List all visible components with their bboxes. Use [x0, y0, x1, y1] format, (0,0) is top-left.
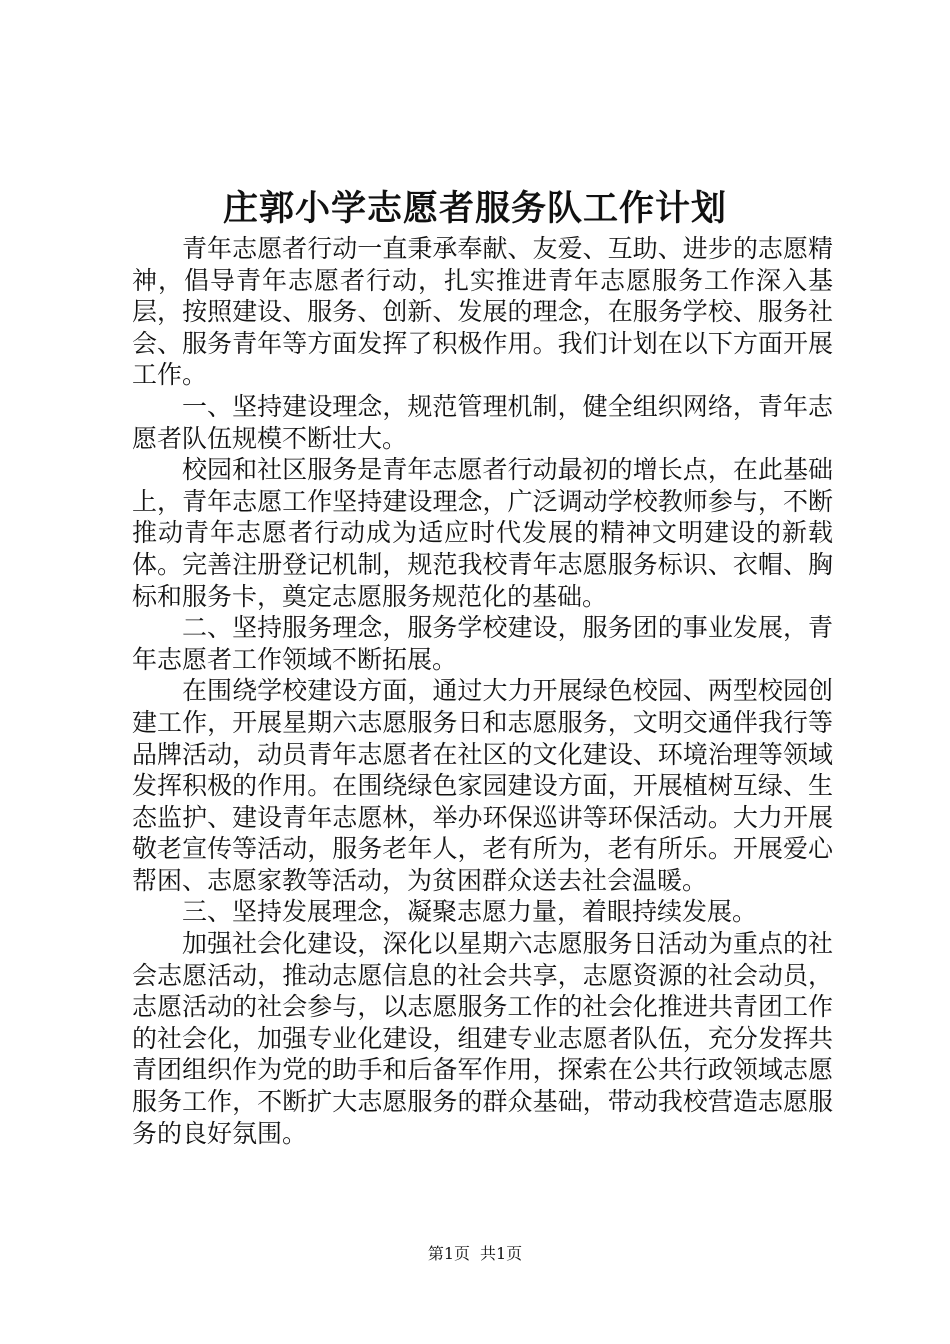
paragraph-heading-3: 三、坚持发展理念，凝聚志愿力量，着眼持续发展。 [182, 897, 758, 927]
paragraph-heading-1: 一、坚持建设理念，规范管理机制，健全组织网络，青年志愿者队伍规模不断壮大。 [132, 391, 833, 453]
page-footer [0, 1243, 950, 1265]
paragraph-section-3: 加强社会化建设，深化以星期六志愿服务日活动为重点的社会志愿活动，推动志愿信息的社会共享，志愿资源的社会动员，志愿活动的社会参与，以志愿服务工作的社会化推进共青团工作的社会化，加强专业化建设，组建专业志愿者队伍，充分发挥共青团组织作为党的助手和后备军作用，探索在公共行政领域志愿服务工作，不断扩大志愿服务的群众基础，带动我校营造志愿服务的良好氛围。 [132, 929, 833, 1148]
document-body [132, 233, 833, 1149]
page-title: 庄郭小学志愿者服务队工作计划 [222, 189, 727, 229]
page-number-current: 第1页 [427, 1244, 470, 1263]
paragraph-heading-2: 二、坚持服务理念，服务学校建设，服务团的事业发展，青年志愿者工作领域不断拓展。 [132, 613, 833, 674]
page-number-total: 共1页 [480, 1244, 523, 1263]
paragraph-intro: 青年志愿者行动一直秉承奉献、友爱、互助、进步的志愿精神，倡导青年志愿者行动，扎实推进青年志愿服务工作深入基层，按照建设、服务、创新、发展的理念，在服务学校、服务社会、服务青年等方面发挥了积极作用。我们计划在以下方面开展工作。 [132, 234, 833, 390]
paragraph-section-2: 在围绕学校建设方面，通过大力开展绿色校园、两型校园创建工作，开展星期六志愿服务日和志愿服务，文明交通伴我行等品牌活动，动员青年志愿者在社区的文化建设、环境治理等领域发挥积极的作用。在围绕绿色家园建设方面，开展植树互绿、生态监护、建设青年志愿林，举办环保巡讲等环保活动。大力开展敬老宣传等活动，服务老年人，老有所为，老有所乐。开展爱心帮困、志愿家教等活动，为贫困群众送去社会温暖。 [132, 676, 833, 895]
paragraph-section-1: 校园和社区服务是青年志愿者行动最初的增长点，在此基础上，青年志愿工作坚持建设理念，广泛调动学校教师参与，不断推动青年志愿者行动成为适应时代发展的精神文明建设的新载体。完善注册登记机制，规范我校青年志愿服务标识、衣帽、胸标和服务卡，奠定志愿服务规范化的基础。 [132, 455, 833, 611]
